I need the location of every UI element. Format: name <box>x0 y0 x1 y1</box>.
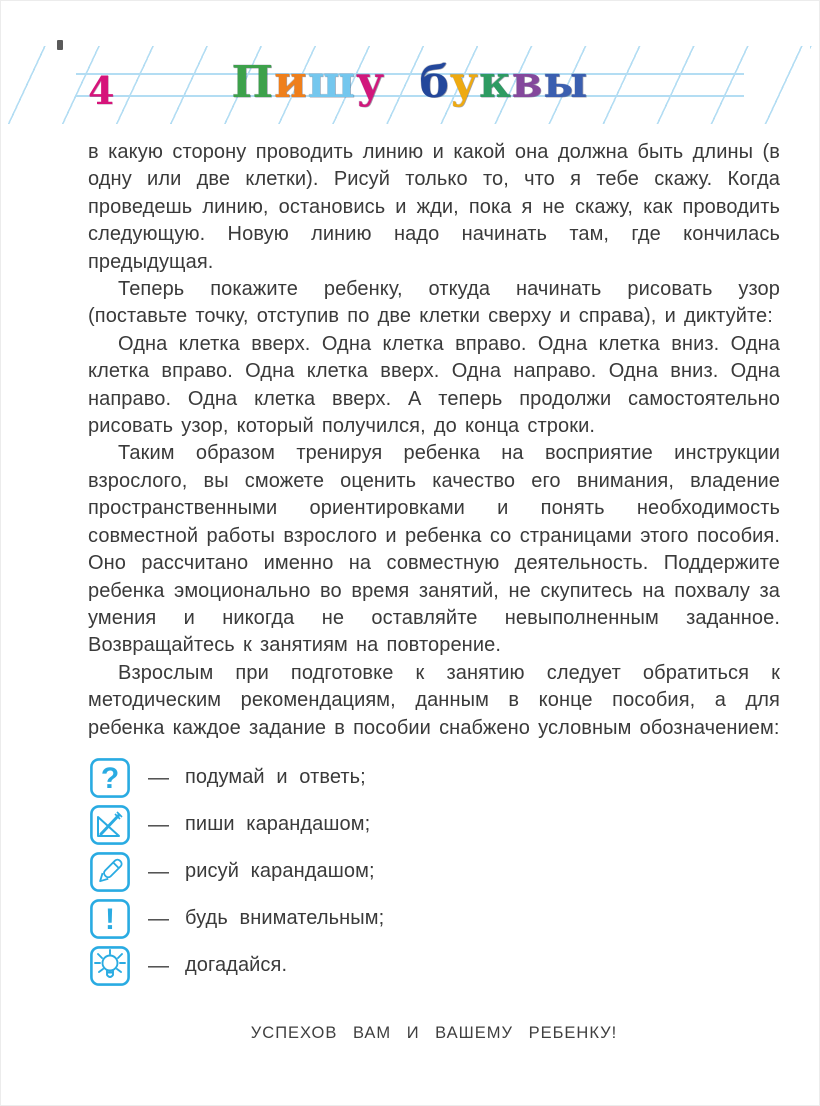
title-letter: П <box>231 57 275 108</box>
legend-label: будь внимательным; <box>185 907 385 930</box>
pencil-icon <box>90 852 130 892</box>
legend-label: пиши карандашом; <box>185 813 371 836</box>
legend-dash: — <box>148 906 169 930</box>
legend-item-think-and-answer <box>90 758 780 798</box>
paragraph: Взрослым при подготовке к занятию следует обратиться к методическим рекомендациям, данным в конце пособия, а для ребенка каждое задание в пособии снабжено условным обозначением: <box>88 661 780 739</box>
page-content <box>88 139 780 1043</box>
title-letter <box>385 57 419 108</box>
legend-label: догадайся. <box>185 954 288 977</box>
legend-dash: — <box>148 953 169 977</box>
paragraph: Таким образом тренируя ребенка на восприятие инструкции взрослого, вы сможете оценить качество его внимания, владение пространственными ориентировками и понять необходимость совместной работы взрослого и ребенка со страницами этого пособия. Оно рассчитано именно на совместную деятельность. Поддержите ребенка эмоционально во время занятий, не скупитесь на похвалу за умения и никогда не оставляйте невыполненным заданное. Возвращайтесь к занятиям на повторение. <box>88 442 780 657</box>
exclamation-icon <box>90 899 130 939</box>
legend-dash: — <box>148 765 169 789</box>
paragraph: в какую сторону проводить линию и какой она должна быть длины (в одну или две клетки). Рисуй только то, что я тебе скажу. Когда проведешь линию, остановись и жди, пока я не скажу, как проводить следующую. Новую линию надо начинать там, где кончилась предыдущая. <box>88 141 780 273</box>
page-number: 4 <box>88 68 115 113</box>
paragraph: Одна клетка вверх. Одна клетка вправо. Одна клетка вниз. Одна клетка вправо. Одна клетка вверх. Одна направо. Одна вниз. Одна направо. Одна клетка вверх. А теперь продолжи самостоятельно рисовать узор, который получился, до конца строки. <box>88 332 780 438</box>
legend-item-draw-with-pencil <box>90 852 780 892</box>
lightbulb-icon <box>90 946 130 986</box>
header-ruled-band <box>0 46 820 124</box>
paragraph: Теперь покажите ребенку, откуда начинать рисовать узор (поставьте точку, отступив по две клетки сверху и справа), и диктуйте: <box>88 278 780 328</box>
page-title <box>0 57 820 113</box>
legend-label: рисуй карандашом; <box>185 860 375 883</box>
title-letter: в <box>511 57 544 108</box>
legend-label: подумай и ответь; <box>185 766 366 789</box>
title-letter: к <box>479 57 512 108</box>
title-letter: ш <box>307 57 356 108</box>
write-pencil-icon <box>90 805 130 845</box>
question-icon <box>90 758 130 798</box>
title-letter: б <box>419 57 450 108</box>
legend-list <box>88 758 780 986</box>
svg-text:?: ? <box>100 761 120 795</box>
legend-dash: — <box>148 859 169 883</box>
closing-wish: УСПЕХОВ ВАМ И ВАШЕМУ РЕБЕНКУ! <box>250 1023 618 1042</box>
legend-item-write-with-pencil <box>90 805 780 845</box>
title-letter: у <box>356 57 386 108</box>
title-letter: у <box>449 57 480 108</box>
title-letter: ы <box>543 57 589 108</box>
svg-text:!: ! <box>105 902 115 936</box>
legend-item-be-attentive <box>90 899 780 939</box>
legend-item-guess <box>90 946 780 986</box>
intro-text-block <box>88 139 780 742</box>
title-letter: и <box>274 57 308 108</box>
legend-dash: — <box>148 812 169 836</box>
